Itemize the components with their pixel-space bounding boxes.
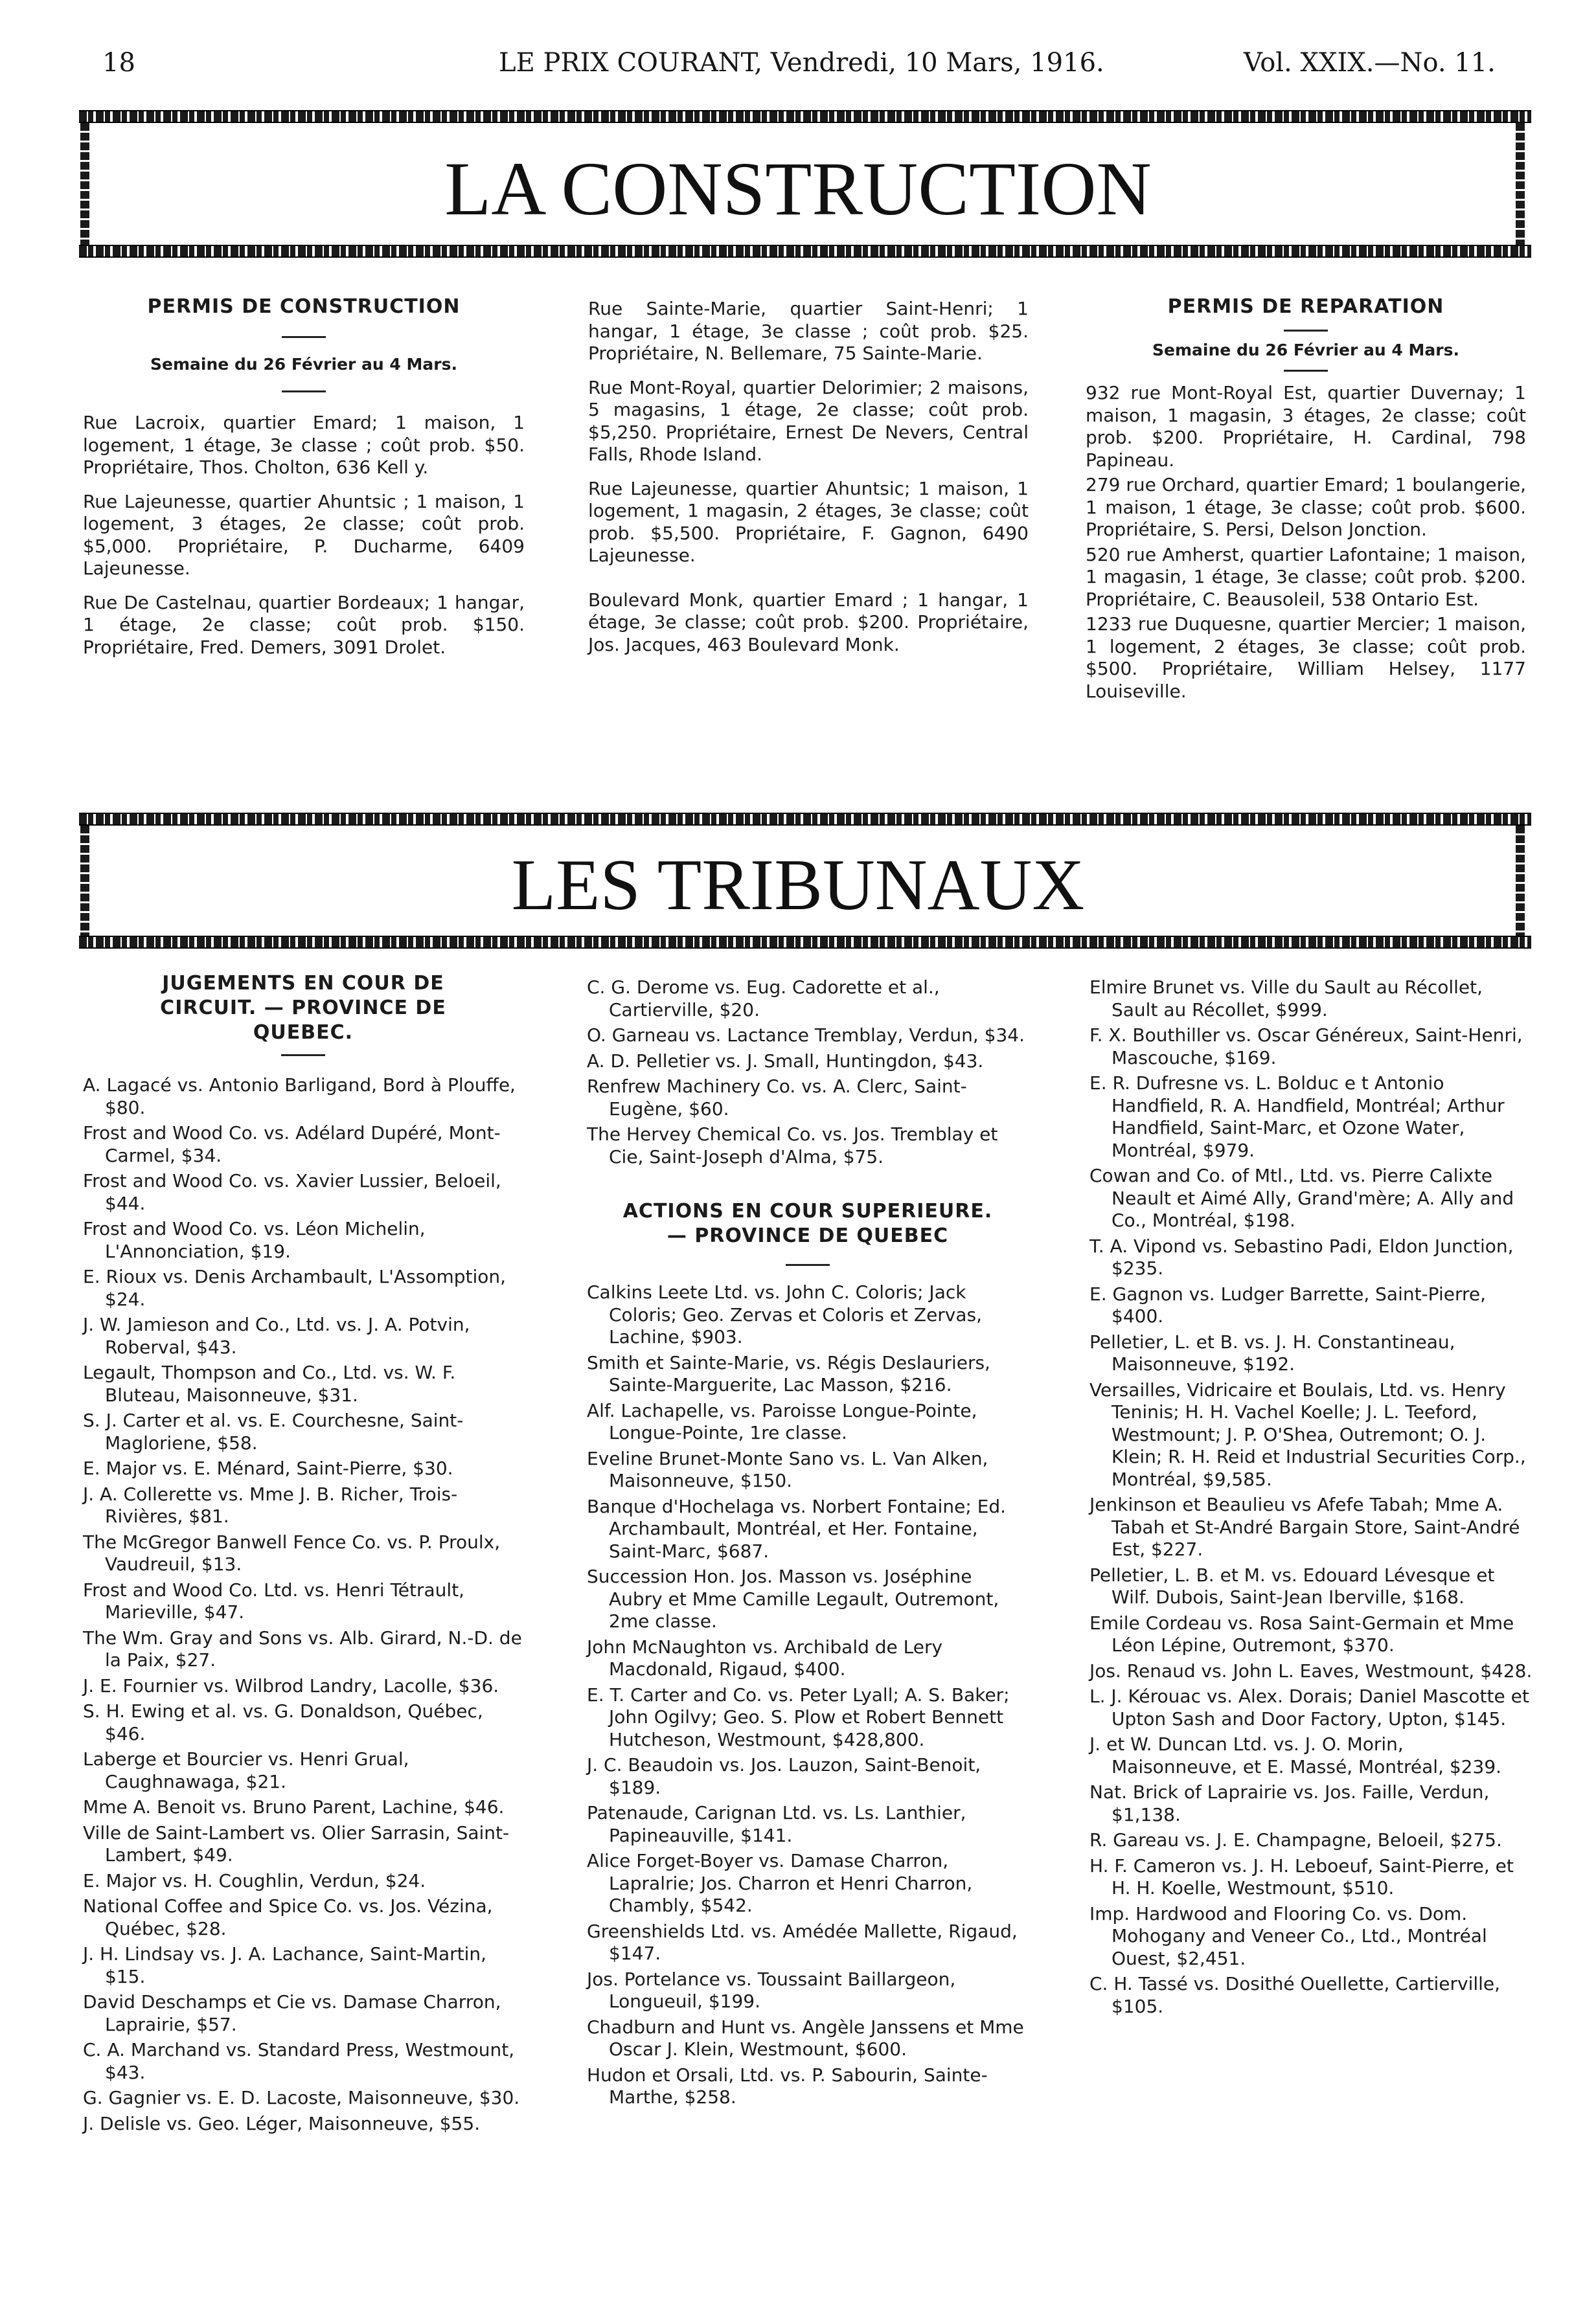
judgment-entry: J. E. Fournier vs. Wilbrod Landry, Lacolle, $36.	[83, 1675, 499, 1697]
judgment-entry: J. H. Lindsay vs. J. A. Lachance, Saint-Martin, $15.	[83, 1943, 487, 1987]
permit-entry: Rue Sainte-Marie, quartier Saint-Henri; 1 hangar, 1 étage, 3e classe ; coût prob. $25. Propriétaire, N. Bellemare, 75 Sainte-Marie.	[588, 298, 1029, 364]
judgment-entry: David Deschamps et Cie vs. Damase Charron, Laprairie, $57.	[83, 1991, 501, 2035]
judgment-entry: E. Major vs. E. Ménard, Saint-Pierre, $30.	[83, 1458, 453, 1479]
judgment-entry: Frost and Wood Co. Ltd. vs. Henri Tétrault, Marieville, $47.	[83, 1579, 465, 1623]
action-entry: Cowan and Co. of Mtl., Ltd. vs. Pierre Calixte Neault et Aimé Ally, Grand'mère; A. Ally and Co., Montréal, $198.	[1089, 1165, 1514, 1231]
superior-court-title: ACTIONS EN COUR SUPERIEURE. — PROVINCE DE QUEBEC	[622, 1200, 993, 1247]
permit-entry: Boulevard Monk, quartier Emard ; 1 hangar, 1 étage, 3e classe; coût prob. $200. Propriétaire, Jos. Jacques, 463 Boulevard Monk.	[588, 589, 1029, 655]
action-entry: R. Gareau vs. J. E. Champagne, Beloeil, $275.	[1089, 1829, 1502, 1851]
permit-entry: Rue Mont-Royal, quartier Delorimier; 2 maisons, 5 magasins, 1 étage, 2e classe; coût prob. $5,250. Propriétaire, Ernest De Nevers, Central Falls, Rhode Island.	[588, 376, 1029, 465]
divider-rule	[1284, 370, 1328, 372]
judgment-entry: Ville de Saint-Lambert vs. Olier Sarrasin, Saint-Lambert, $49.	[83, 1822, 510, 1866]
repair-permits-week: Semaine du 26 Février au 4 Mars.	[1152, 341, 1459, 359]
judgment-entry: S. J. Carter et al. vs. E. Courchesne, Saint-Magloriene, $58.	[83, 1410, 464, 1454]
judgment-entry: Frost and Wood Co. vs. Léon Michelin, L'Annonciation, $19.	[83, 1218, 426, 1262]
judgment-entry: The Hervey Chemical Co. vs. Jos. Tremblay et Cie, Saint-Joseph d'Alma, $75.	[587, 1123, 998, 1168]
action-entry: F. X. Bouthiller vs. Oscar Généreux, Saint-Henri, Mascouche, $169.	[1089, 1024, 1523, 1068]
action-entry: Chadburn and Hunt vs. Angèle Janssens et Mme Oscar J. Klein, Westmount, $600.	[587, 2016, 1024, 2060]
judgment-entry: The McGregor Banwell Fence Co. vs. P. Proulx, Vaudreuil, $13.	[83, 1531, 501, 1575]
judgment-entry: Laberge et Bourcier vs. Henri Grual, Caughnawaga, $21.	[83, 1748, 409, 1792]
circuit-court-column	[83, 971, 523, 2138]
judgment-entry: A. Lagacé vs. Antonio Barligand, Bord à Plouffe, $80.	[83, 1074, 516, 1118]
action-entry: Versailles, Vidricaire et Boulais, Ltd. vs. Henry Teninis; H. H. Vachel Koelle; J. L. Teeford, Westmount; J. P. O'Shea, Outremont; O. J. Klein; R. H. Reid et Industrial Securities Corp., Montréal, $9,585.	[1089, 1379, 1526, 1490]
permit-entry: Rue Lajeunesse, quartier Ahuntsic ; 1 maison, 1 logement, 3 étages, 2e classe; coût prob. $5,000. Propriétaire, P. Ducharme, 6409 Lajeunesse.	[83, 490, 525, 579]
action-entry: Calkins Leete Ltd. vs. John C. Coloris; Jack Coloris; Geo. Zervas et Coloris et Zervas, Lachine, $903.	[587, 1281, 983, 1348]
action-entry: T. A. Vipond vs. Sebastino Padi, Eldon Junction, $235.	[1089, 1235, 1514, 1279]
judgment-entry: J. W. Jamieson and Co., Ltd. vs. J. A. Potvin, Roberval, $43.	[83, 1314, 470, 1358]
action-entry: L. J. Kérouac vs. Alex. Dorais; Daniel Mascotte et Upton Sash and Door Factory, Upton, $145.	[1089, 1686, 1529, 1730]
action-entry: Patenaude, Carignan Ltd. vs. Ls. Lanthier, Papineauville, $141.	[587, 1802, 966, 1846]
building-permits-continued-column	[588, 298, 1029, 668]
repair-entry: 520 rue Amherst, quartier Lafontaine; 1 maison, 1 magasin, 1 étage, 3e classe; coût prob. $200. Propriétaire, C. Beausoleil, 538 Ontario Est.	[1086, 543, 1526, 610]
judgment-entry: E. Rioux vs. Denis Archambault, L'Assomption, $24.	[83, 1266, 507, 1310]
judgment-entry: Legault, Thompson and Co., Ltd. vs. W. F. Bluteau, Maisonneuve, $31.	[83, 1362, 456, 1406]
judgment-entry: C. A. Marchand vs. Standard Press, Westmount, $43.	[83, 2039, 515, 2083]
divider-rule	[786, 1264, 830, 1266]
ornamental-border-top	[79, 813, 1531, 826]
permit-entry: Rue De Castelnau, quartier Bordeaux; 1 hangar, 1 étage, 2e classe; coût prob. $150. Propriétaire, Fred. Demers, 3091 Drolet.	[83, 591, 525, 658]
judgment-entry: Frost and Wood Co. vs. Adélard Dupéré, Mont-Carmel, $34.	[83, 1122, 501, 1166]
action-entry: Alice Forget-Boyer vs. Damase Charron, Lapralrie; Jos. Charron et Henri Charron, Chambly, $542.	[587, 1850, 973, 1916]
judgment-entry: C. G. Derome vs. Eug. Cadorette et al., Cartierville, $20.	[587, 976, 940, 1021]
divider-rule	[281, 1054, 325, 1056]
action-entry: Nat. Brick of Laprairie vs. Jos. Faille, Verdun, $1,138.	[1089, 1781, 1490, 1825]
judgment-entry: National Coffee and Spice Co. vs. Jos. Vézina, Québec, $28.	[83, 1895, 493, 1939]
judgment-entry: J. Delisle vs. Geo. Léger, Maisonneuve, $55.	[83, 2112, 481, 2134]
repair-entry: 1233 rue Duquesne, quartier Mercier; 1 maison, 1 logement, 2 étages, 3e classe; coût prob. $500. Propriétaire, William Helsey, 1177 Louiseville.	[1086, 613, 1526, 702]
publication-line: LE PRIX COURANT, Vendredi, 10 Mars, 1916.	[499, 48, 1104, 78]
action-entry: E. Gagnon vs. Ludger Barrette, Saint-Pierre, $400.	[1089, 1283, 1486, 1327]
action-entry: Jenkinson et Beaulieu vs Afefe Tabah; Mme A. Tabah et St-André Bargain Store, Saint-André Est, $227.	[1089, 1494, 1520, 1560]
ornamental-border-top	[79, 110, 1531, 123]
building-permits-title: PERMIS DE CONSTRUCTION	[147, 295, 461, 318]
repair-permits-title: PERMIS DE REPARATION	[1167, 295, 1444, 318]
section-banner-construction: LA CONSTRUCTION	[444, 146, 1152, 231]
judgment-entry: E. Major vs. H. Coughlin, Verdun, $24.	[83, 1869, 426, 1891]
judgment-entry: A. D. Pelletier vs. J. Small, Huntingdon, $43.	[587, 1050, 984, 1072]
repair-entry: 932 rue Mont-Royal Est, quartier Duvernay; 1 maison, 1 magasin, 3 étages, 2e classe; coût prob. $200. Propriétaire, H. Cardinal, 798 Papineau.	[1086, 382, 1526, 471]
permit-entry: Rue Lajeunesse, quartier Ahuntsic; 1 maison, 1 logement, 1 magasin, 2 étages, 3e classe; coût prob. $5,500. Propriétaire, F. Gagnon, 6490 Lajeunesse.	[588, 477, 1029, 566]
volume-number: Vol. XXIX.—No. 11.	[1244, 48, 1496, 78]
action-entry: Hudon et Orsali, Ltd. vs. P. Sabourin, Sainte-Marthe, $258.	[587, 2064, 988, 2108]
judgment-entry: S. H. Ewing et al. vs. G. Donaldson, Québec, $46.	[83, 1700, 483, 1744]
action-entry: Emile Cordeau vs. Rosa Saint-Germain et Mme Léon Lépine, Outremont, $370.	[1089, 1612, 1514, 1656]
action-entry: Greenshields Ltd. vs. Amédée Mallette, Rigaud, $147.	[587, 1920, 1018, 1964]
circuit-court-title: JUGEMENTS EN COUR DE CIRCUIT. — PROVINCE DE QUEBEC.	[160, 972, 446, 1044]
action-entry: E. T. Carter and Co. vs. Peter Lyall; A. S. Baker; John Ogilvy; Geo. S. Plow et Robert Bennett Hutcheson, Westmount, $428,800.	[587, 1684, 1010, 1750]
section-banner-tribunaux: LES TRIBUNAUX	[511, 845, 1085, 925]
repair-entry: 279 rue Orchard, quartier Emard; 1 boulangerie, 1 maison, 1 étage, 3e classe; coût prob. $600. Propriétaire, S. Persi, Delson Jonction.	[1086, 474, 1526, 540]
action-entry: E. R. Dufresne vs. L. Bolduc e t Antonio Handfield, R. A. Handfield, Montréal; Arthur Handfield, Saint-Marc, et Ozone Water, Montréal, $979.	[1089, 1072, 1505, 1161]
action-entry: H. F. Cameron vs. J. H. Leboeuf, Saint-Pierre, et H. H. Koelle, Westmount, $510.	[1089, 1855, 1514, 1899]
repair-permits-column	[1086, 295, 1526, 705]
building-permits-week: Semaine du 26 Février au 4 Mars.	[150, 355, 457, 374]
ornamental-border-bottom	[79, 245, 1531, 258]
divider-rule	[282, 390, 326, 392]
action-entry: Smith et Sainte-Marie, vs. Régis Deslauriers, Sainte-Marguerite, Lac Masson, $216.	[587, 1351, 990, 1395]
action-entry: Pelletier, L. et B. vs. J. H. Constantineau, Maisonneuve, $192.	[1089, 1331, 1455, 1375]
judgment-entry: Mme A. Benoit vs. Bruno Parent, Lachine, $46.	[83, 1796, 505, 1818]
building-permits-column	[83, 295, 525, 670]
action-entry: Imp. Hardwood and Flooring Co. vs. Dom. Mohogany and Veneer Co., Ltd., Montréal Ouest, $2,451.	[1089, 1902, 1487, 1969]
superior-court-column	[587, 976, 1029, 2112]
divider-rule	[282, 336, 326, 338]
action-entry: Elmire Brunet vs. Ville du Sault au Récollet, Sault au Récollet, $999.	[1089, 976, 1483, 1021]
action-entry: John McNaughton vs. Archibald de Lery Macdonald, Rigaud, $400.	[587, 1636, 943, 1680]
judgment-entry: Renfrew Machinery Co. vs. A. Clerc, Saint-Eugène, $60.	[587, 1076, 967, 1120]
judgment-entry: J. A. Collerette vs. Mme J. B. Richer, Trois-Rivières, $81.	[83, 1483, 458, 1527]
action-entry: Jos. Renaud vs. John L. Eaves, Westmount, $428.	[1089, 1660, 1533, 1682]
ornamental-border-bottom	[79, 936, 1531, 949]
superior-court-continued-column	[1089, 976, 1534, 2021]
judgment-entry: Frost and Wood Co. vs. Xavier Lussier, Beloeil, $44.	[83, 1170, 501, 1214]
action-entry: Banque d'Hochelaga vs. Norbert Fontaine; Ed. Archambault, Montréal, et Her. Fontaine, Saint-Marc, $687.	[587, 1495, 1007, 1562]
action-entry: J. C. Beaudoin vs. Jos. Lauzon, Saint-Benoit, $189.	[587, 1754, 981, 1798]
action-entry: C. H. Tassé vs. Dosithé Ouellette, Cartierville, $105.	[1089, 1973, 1501, 2017]
action-entry: J. et W. Duncan Ltd. vs. J. O. Morin, Maisonneuve, et E. Massé, Montréal, $239.	[1089, 1733, 1502, 1777]
page-number: 18	[102, 48, 135, 78]
judgment-entry: O. Garneau vs. Lactance Tremblay, Verdun, $34.	[587, 1024, 1025, 1046]
action-entry: Alf. Lachapelle, vs. Paroisse Longue-Pointe, Longue-Pointe, 1re classe.	[587, 1399, 977, 1443]
judgment-entry: The Wm. Gray and Sons vs. Alb. Girard, N.-D. de la Paix, $27.	[83, 1627, 522, 1671]
action-entry: Eveline Brunet-Monte Sano vs. L. Van Alken, Maisonneuve, $150.	[587, 1447, 988, 1491]
action-entry: Jos. Portelance vs. Toussaint Baillargeon, Longueuil, $199.	[587, 1968, 956, 2012]
action-entry: Pelletier, L. B. et M. vs. Edouard Lévesque et Wilf. Dubois, Saint-Jean Iberville, $168.	[1089, 1564, 1495, 1608]
judgment-entry: G. Gagnier vs. E. D. Lacoste, Maisonneuve, $30.	[83, 2087, 520, 2108]
permit-entry: Rue Lacroix, quartier Emard; 1 maison, 1 logement, 1 étage, 3e classe ; coût prob. $50. Propriétaire, Thos. Cholton, 636 Kell y.	[83, 412, 525, 478]
divider-rule	[1284, 330, 1328, 332]
action-entry: Succession Hon. Jos. Masson vs. Joséphine Aubry et Mme Camille Legault, Outremont, 2me classe.	[587, 1566, 999, 1632]
